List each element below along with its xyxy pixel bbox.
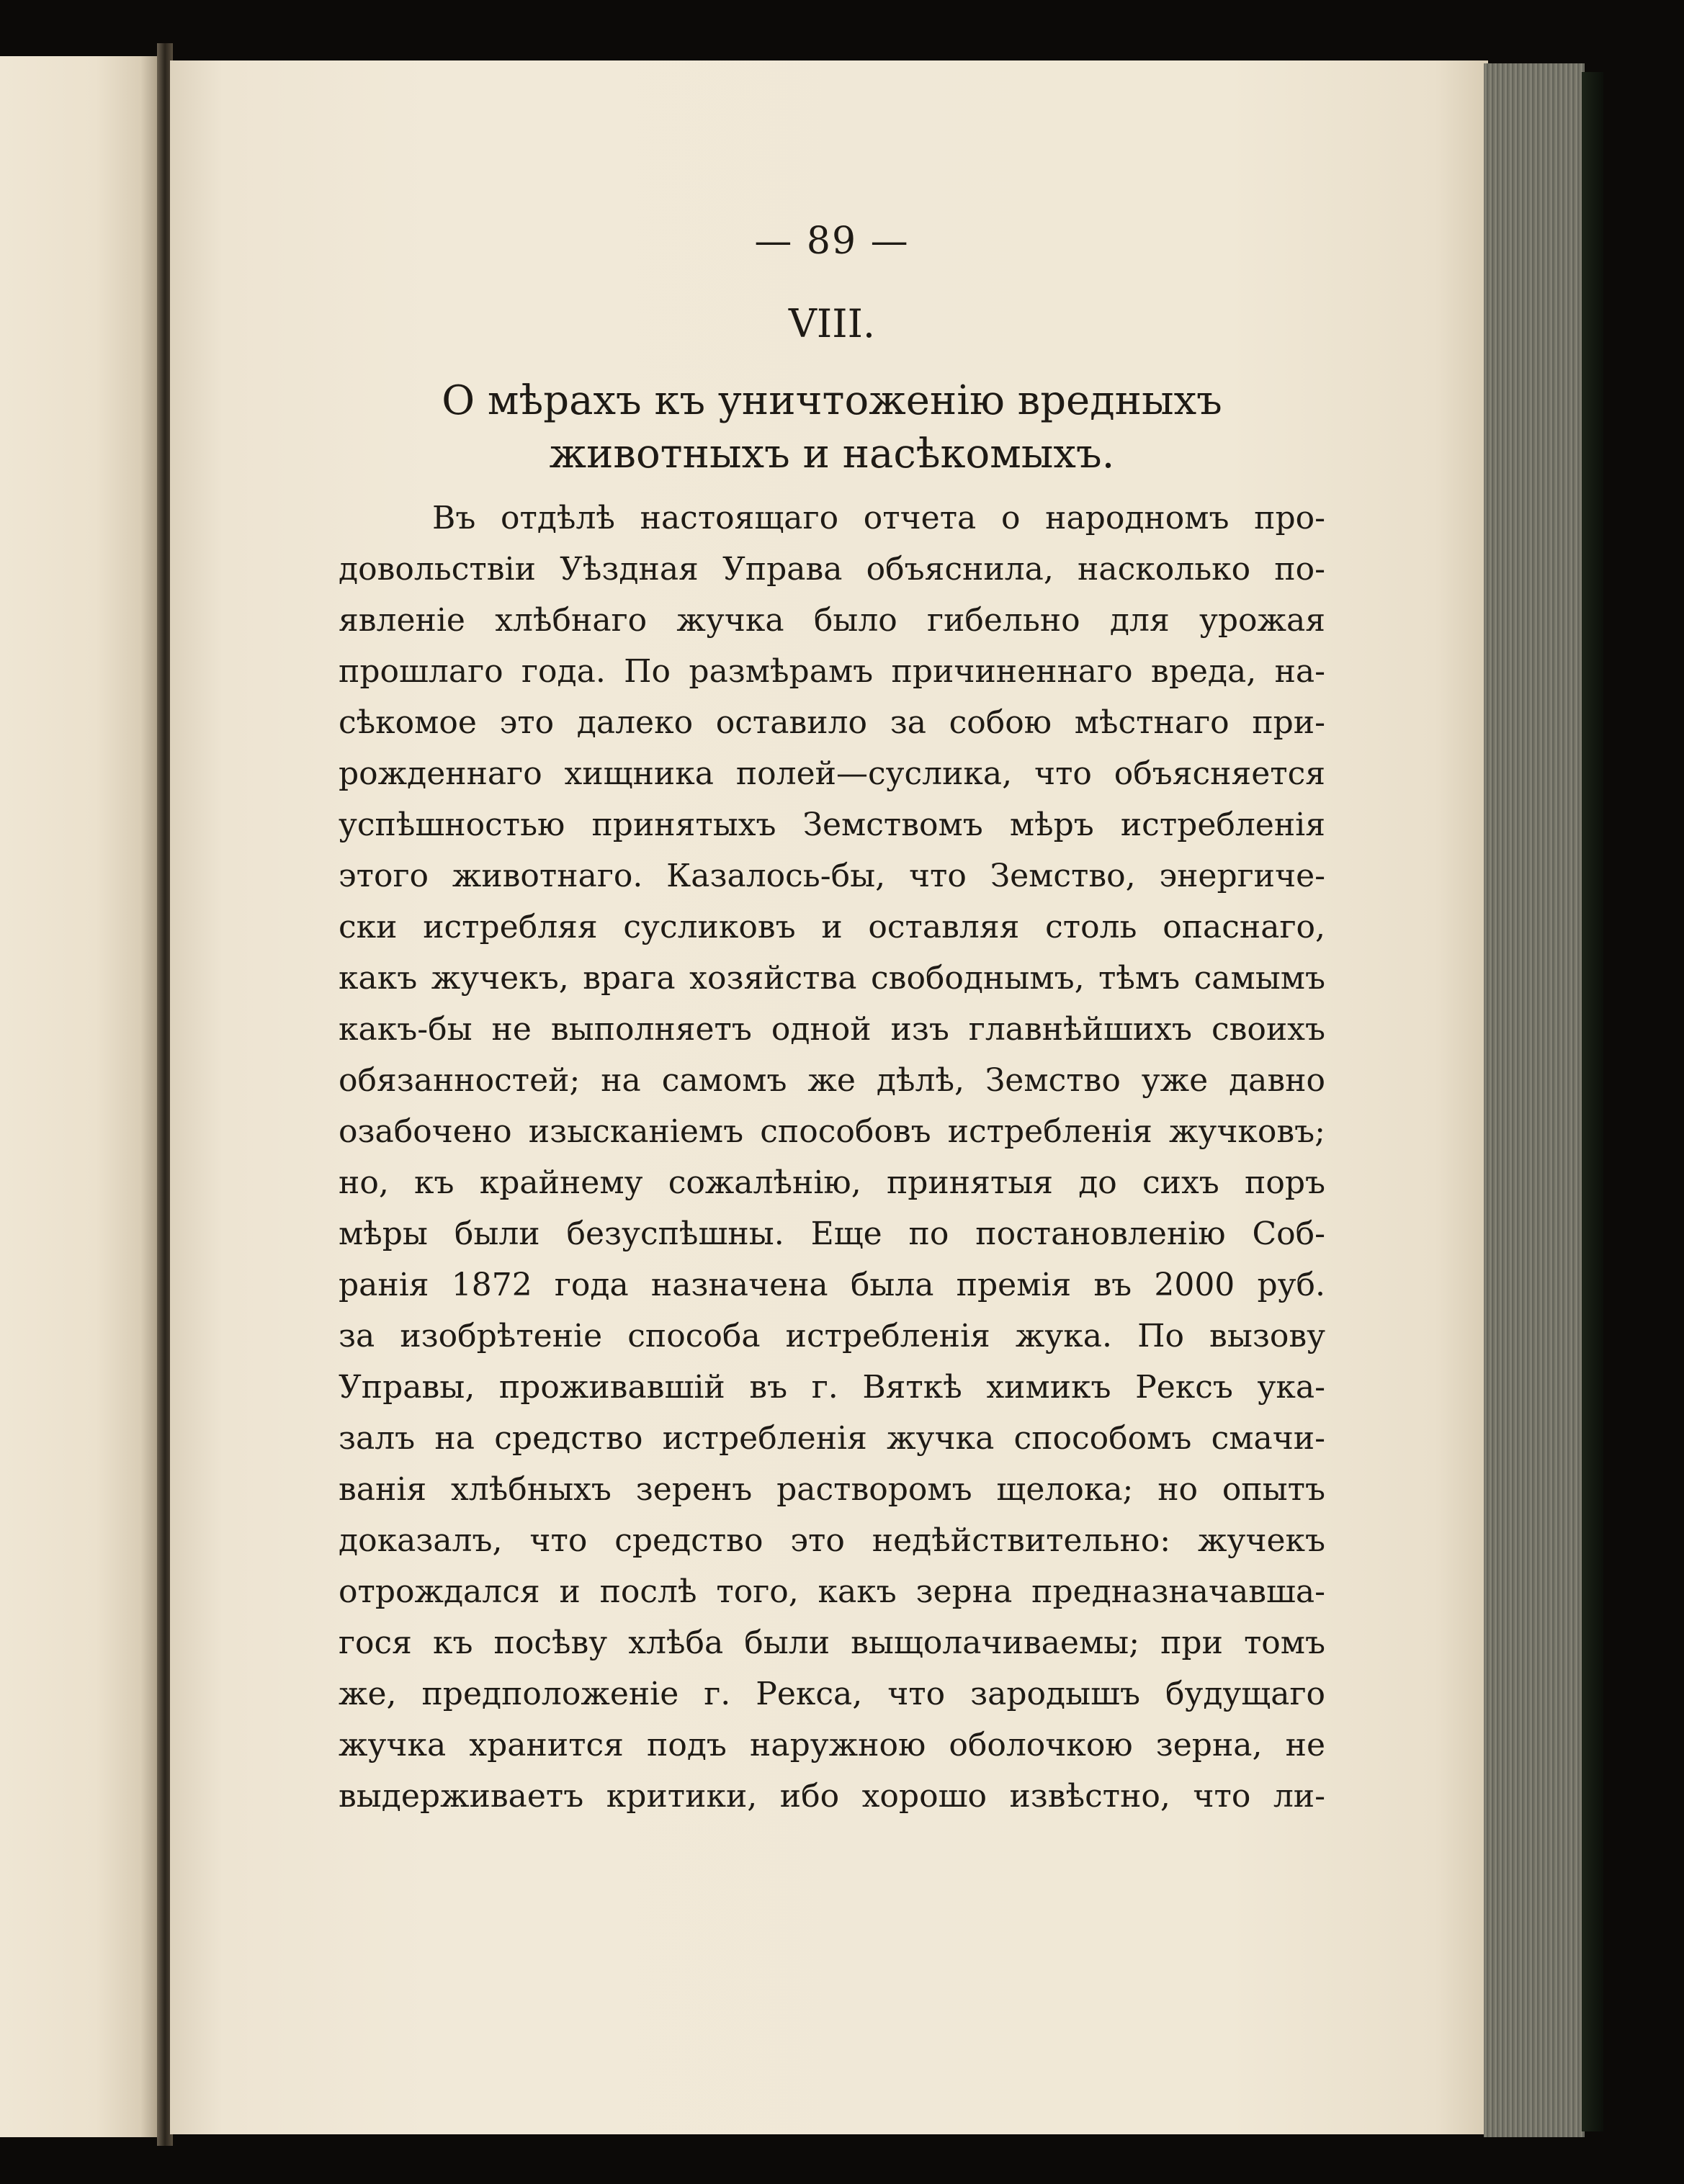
body-line: залъ на средство истребленія жучка способомъ смачи- bbox=[339, 1420, 1325, 1457]
section-heading bbox=[339, 374, 1325, 481]
body-text bbox=[339, 493, 1325, 1822]
body-line: сѣкомое это далеко оставило за собою мѣстнаго при- bbox=[339, 704, 1325, 741]
heading-line: животныхъ и насѣкомыхъ. bbox=[549, 431, 1115, 477]
body-line: какъ-бы не выполняетъ одной изъ главнѣйшихъ своихъ bbox=[339, 1011, 1325, 1048]
body-line: успѣшностью принятыхъ Земствомъ мѣръ истребленія bbox=[339, 806, 1325, 843]
cover-edge bbox=[1582, 72, 1603, 2131]
page-number: — 89 — bbox=[754, 220, 910, 263]
body-line: но, къ крайнему сожалѣнію, принятыя до сихъ поръ bbox=[339, 1164, 1325, 1201]
body-line: выдерживаетъ критики, ибо хорошо извѣстно, что ли- bbox=[339, 1778, 1325, 1815]
body-line: ранія 1872 года назначена была премія въ 2000 руб. bbox=[339, 1267, 1325, 1303]
body-line: Въ отдѣлѣ настоящаго отчета о народномъ про- bbox=[432, 500, 1325, 536]
body-line: озабочено изысканіемъ способовъ истребленія жучковъ; bbox=[339, 1113, 1325, 1150]
body-line: явленіе хлѣбнаго жучка было гибельно для урожая bbox=[339, 602, 1325, 639]
body-line: Управы, проживавшій въ г. Вяткѣ химикъ Рексъ ука- bbox=[339, 1369, 1325, 1406]
body-line: ванія хлѣбныхъ зеренъ растворомъ щелока; но опытъ bbox=[339, 1471, 1325, 1508]
heading-line: О мѣрахъ къ уничтоженію вредныхъ bbox=[442, 377, 1222, 424]
body-line: же, предположеніе г. Рекса, что зародышъ будущаго bbox=[339, 1676, 1325, 1712]
left-page bbox=[0, 56, 160, 2137]
body-line: прошлаго года. По размѣрамъ причиненнаго вреда, на- bbox=[339, 653, 1325, 690]
body-line: какъ жучекъ, врага хозяйства свободнымъ, тѣмъ самымъ bbox=[339, 960, 1325, 997]
body-line: рожденнаго хищника полей—суслика, что объясняется bbox=[339, 755, 1325, 792]
body-line: обязанностей; на самомъ же дѣлѣ, Земство уже давно bbox=[339, 1062, 1325, 1099]
page-edges bbox=[1484, 63, 1585, 2137]
body-line: доказалъ, что средство это недѣйствительно: жучекъ bbox=[339, 1522, 1325, 1559]
body-line: отрождался и послѣ того, какъ зерна предназначавша- bbox=[339, 1573, 1325, 1610]
body-line: мѣры были безуспѣшны. Еще по постановленію Соб- bbox=[339, 1215, 1325, 1252]
page-text-block bbox=[339, 209, 1325, 1822]
body-line: гося къ посѣву хлѣба были выщолачиваемы; при томъ bbox=[339, 1624, 1325, 1661]
body-line: за изобрѣтеніе способа истребленія жука. По вызову bbox=[339, 1318, 1325, 1354]
body-line: ски истребляя сусликовъ и оставляя столь опаснаго, bbox=[339, 909, 1325, 945]
section-number: VIII. bbox=[788, 301, 876, 346]
body-line: этого животнаго. Казалось-бы, что Земство, энергиче- bbox=[339, 858, 1325, 894]
body-line: довольствіи Уѣздная Управа объяснила, насколько по- bbox=[339, 551, 1325, 588]
body-line: жучка хранится подъ наружною оболочкою зерна, не bbox=[339, 1727, 1325, 1763]
